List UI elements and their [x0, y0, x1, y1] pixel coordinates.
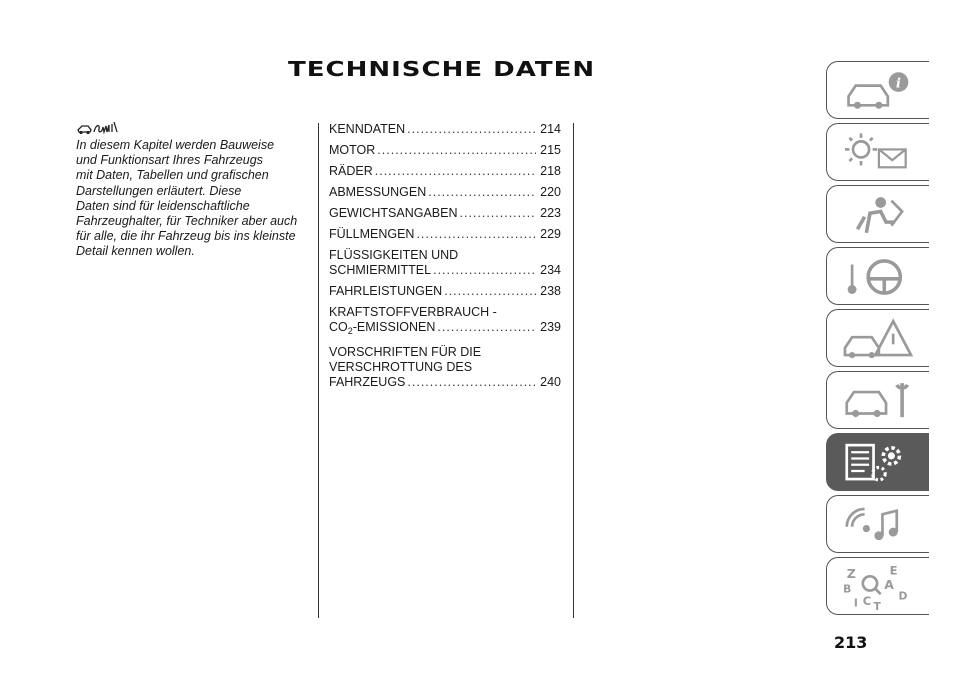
toc-page-number: 220	[540, 185, 561, 199]
column-divider-left	[318, 123, 319, 618]
chapter-tab[interactable]	[826, 557, 929, 615]
toc-entry-label: KENNDATEN	[329, 122, 406, 136]
chapter-tab[interactable]	[826, 495, 929, 553]
column-divider-right	[573, 123, 574, 618]
car-handwriting-icon	[76, 120, 120, 136]
toc-page-number: 218	[540, 164, 561, 178]
chapter-tab[interactable]	[826, 185, 929, 243]
svg-text:I: I	[853, 596, 858, 610]
toc-entry-label: $CO_2$-EMISSIONEN	[329, 320, 436, 336]
intro-line: Fahrzeughalter, für Techniker aber auch	[76, 214, 298, 229]
toc-page-number: 238	[540, 284, 561, 298]
intro-line: mit Daten, Tabellen und grafischen	[76, 168, 269, 183]
toc-entry[interactable]	[329, 185, 561, 200]
intro-line: In diesem Kapitel werden Bauweise	[76, 138, 275, 152]
toc-leader-dots	[375, 164, 536, 179]
multimedia-icon	[835, 500, 921, 550]
chapter-tab[interactable]	[826, 247, 929, 305]
toc-page-number: 240	[540, 375, 561, 389]
chapter-tab[interactable]	[826, 433, 929, 491]
page-title: TECHNISCHE DATEN	[288, 58, 596, 82]
toc-entry-label: FAHRLEISTUNGEN	[329, 284, 443, 298]
toc-leader-dots	[437, 320, 536, 335]
accident-warning-icon	[835, 314, 921, 364]
toc-entry[interactable]	[329, 164, 561, 179]
toc-leader-dots	[407, 375, 536, 390]
svg-text:Z: Z	[846, 566, 856, 582]
toc-entry[interactable]	[329, 345, 561, 390]
toc-leader-dots	[460, 206, 537, 221]
car-wrench-icon	[835, 376, 921, 426]
svg-text:C: C	[862, 593, 872, 608]
toc-page-number: 229	[540, 227, 561, 241]
table-of-contents	[329, 122, 561, 396]
toc-entry-label: ABMESSUNGEN	[329, 185, 427, 199]
toc-leader-dots	[428, 185, 536, 200]
toc-entry-label: MOTOR	[329, 143, 376, 157]
toc-entry-label: RÄDER	[329, 164, 373, 178]
toc-leader-dots	[444, 284, 536, 299]
chapter-tab[interactable]	[826, 309, 929, 367]
toc-entry-title-line: FLÜSSIGKEITEN UND	[329, 248, 459, 262]
toc-page-number: 215	[540, 143, 561, 157]
toc-entry[interactable]	[329, 122, 561, 137]
toc-entry-title-line: VERSCHROTTUNG DES	[329, 360, 473, 374]
toc-entry-label: FAHRZEUGS	[329, 375, 406, 389]
technical-data-icon	[835, 438, 921, 488]
toc-entry[interactable]	[329, 143, 561, 158]
intro-line: und Funktionsart Ihres Fahrzeugs	[76, 153, 263, 168]
chapter-tab[interactable]	[826, 123, 929, 181]
toc-leader-dots	[377, 143, 536, 158]
car-info-icon	[835, 66, 921, 116]
chapter-tab[interactable]	[826, 371, 929, 429]
intro-line: Daten sind für leidenschaftliche	[76, 198, 250, 213]
toc-entry-title-line: KRAFTSTOFFVERBRAUCH -	[329, 305, 497, 319]
toc-entry[interactable]	[329, 227, 561, 242]
toc-entry-label: FÜLLMENGEN	[329, 227, 415, 241]
toc-entry[interactable]	[329, 305, 561, 339]
toc-entry-title-line: VORSCHRIFTEN FÜR DIE	[329, 345, 482, 359]
toc-entry[interactable]	[329, 248, 561, 278]
toc-leader-dots	[416, 227, 536, 242]
toc-page-number: 214	[540, 122, 561, 136]
airbag-seat-icon	[835, 190, 921, 240]
toc-leader-dots	[433, 263, 536, 278]
svg-text:i: i	[895, 75, 901, 92]
toc-leader-dots	[407, 122, 536, 137]
svg-text:E: E	[889, 563, 898, 578]
warning-lights-icon	[835, 128, 921, 178]
svg-text:T: T	[873, 600, 881, 612]
toc-page-number: 234	[540, 263, 561, 277]
chapter-tab[interactable]	[826, 61, 929, 119]
intro-line: Darstellungen erläutert. Diese	[76, 183, 242, 198]
toc-entry-label: SCHMIERMITTEL	[329, 263, 432, 277]
toc-entry[interactable]	[329, 206, 561, 221]
intro-text	[76, 138, 308, 260]
svg-text:B: B	[843, 582, 852, 596]
svg-text:D: D	[898, 589, 908, 603]
toc-page-number: 223	[540, 206, 561, 220]
toc-entry[interactable]	[329, 284, 561, 299]
toc-page-number: 239	[540, 320, 561, 334]
steering-wheel-key-icon	[835, 252, 921, 302]
page-number: 213	[834, 633, 868, 652]
toc-entry-label: GEWICHTSANGABEN	[329, 206, 458, 220]
intro-line: für alle, die ihr Fahrzeug bis ins kleinste	[76, 229, 296, 244]
svg-text:A: A	[884, 576, 894, 592]
alphabetical-index-icon	[835, 562, 921, 612]
intro-line: Detail kennen wollen.	[76, 244, 195, 259]
